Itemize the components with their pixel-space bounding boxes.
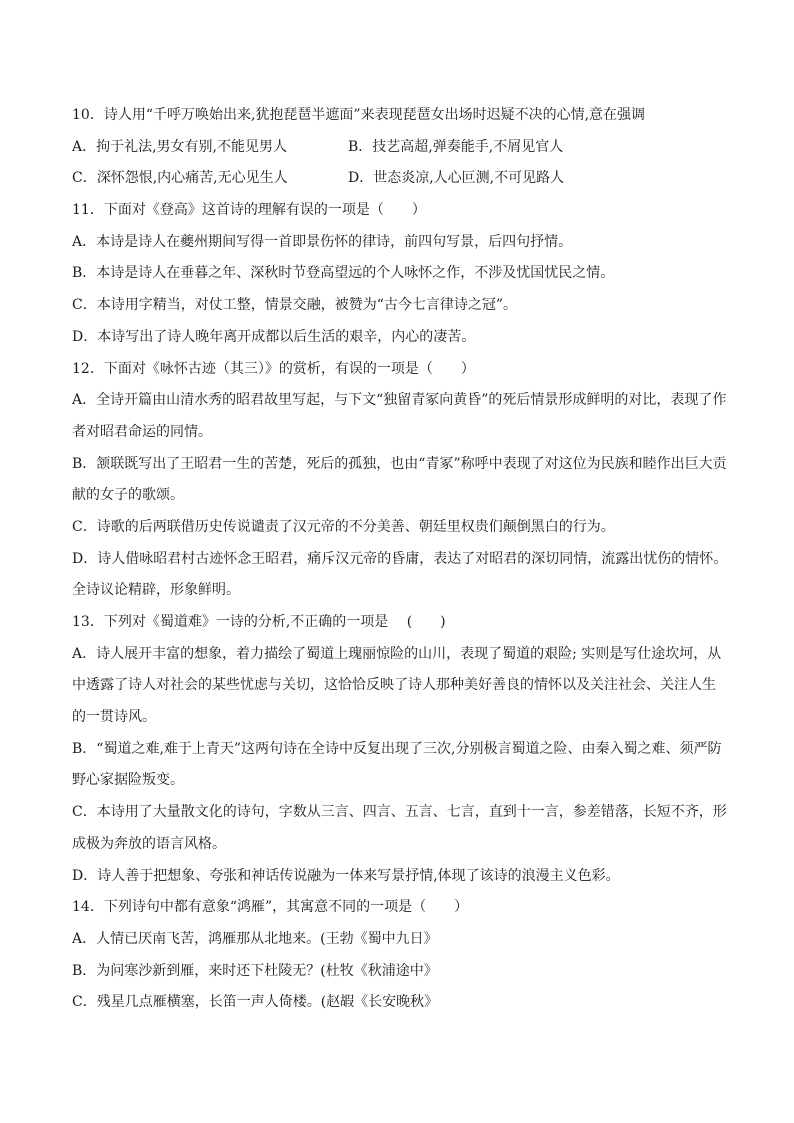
question-10-option-a: A．拘于礼法,男女有别,不能见男人 — [72, 138, 288, 155]
question-12-option-a-line-2: 者对昭君命运的同情。 — [72, 423, 212, 440]
question-10-stem: 10．诗人用“千呼万唤始出来,犹抱琵琶半遮面”来表现琵琶女出场时迟疑不决的心情,意在强调 — [72, 107, 646, 123]
question-14-option-b: B．为问寒沙新到雁，来时还下杜陵无？(杜牧《秋浦途中》 — [72, 962, 438, 979]
question-10-options-row-1 — [72, 132, 732, 164]
question-14-option-c: C．残星几点雁横塞，长笛一声人倚楼。(赵嘏《长安晚秋》 — [72, 994, 439, 1011]
question-10-option-b: B．技艺高超,弹奏能手,不屑见官人 — [348, 138, 564, 155]
question-13-stem: 13．下列对《蜀道难》一诗的分析,不正确的一项是 ( ) — [72, 614, 446, 630]
question-12-option-d-line-2: 全诗议论精辟，形象鲜明。 — [72, 582, 240, 599]
question-14-option-a: A．人情已厌南飞苦，鸿雁那从北地来。(王勃《蜀中九日》 — [72, 930, 438, 947]
question-12-option-b-line-2: 献的女子的歌颂。 — [72, 487, 184, 504]
question-12-option-b-line-1: B．颔联既写出了王昭君一生的苦楚，死后的孤独，也由“青冢”称呼中表现了对这位为民族和睦作出巨大贡 — [72, 455, 727, 472]
question-11-option-d: D．本诗写出了诗人晚年离开成都以后生活的艰辛，内心的凄苦。 — [72, 328, 476, 345]
question-13-option-a-line-2: 中透露了诗人对社会的某些忧虑与关切，这恰恰反映了诗人那种美好善良的情怀以及关注社会、关注人生 — [72, 677, 716, 694]
question-13-option-a-line-1: A．诗人展开丰富的想象，着力描绘了蜀道上瑰丽惊险的山川，表现了蜀道的艰险; 实则是写仕途坎坷，从 — [72, 645, 722, 662]
question-13-option-b-line-2: 野心家据险叛变。 — [72, 772, 184, 789]
exam-page — [72, 100, 732, 1019]
question-12-stem: 12．下面对《咏怀古迹（其三）》的赏析，有误的一项是（ ） — [72, 360, 475, 377]
question-10-option-d: D．世态炎凉,人心叵测,不可见路人 — [348, 170, 565, 187]
question-13-option-c-line-1: C．本诗用了大量散文化的诗句，字数从三言、四言、五言、七言，直到十一言，参差错落，长短不齐，形 — [72, 804, 727, 821]
question-10-options-row-2 — [72, 163, 732, 195]
question-13-option-a-line-3: 的一贯诗风。 — [72, 709, 156, 726]
question-13-option-b-line-1: B．“蜀道之难,难于上青天”这两句诗在全诗中反复出现了三次,分别极言蜀道之险、由秦入蜀之难、须严防 — [72, 740, 722, 757]
question-10-option-c: C．深怀怨恨,内心痛苦,无心见生人 — [72, 170, 288, 187]
question-11-stem: 11．下面对《登高》这首诗的理解有误的一项是（ ） — [72, 202, 426, 219]
question-11-option-b: B．本诗是诗人在垂暮之年、深秋时节登高望远的个人咏怀之作，不涉及忧国忧民之情。 — [72, 265, 615, 282]
question-13-option-d: D．诗人善于把想象、夸张和神话传说融为一体来写景抒情,体现了该诗的浪漫主义色彩。 — [72, 867, 620, 884]
question-11-option-c: C．本诗用字精当，对仗工整，情景交融，被赞为“古今七言律诗之冠”。 — [72, 297, 518, 314]
question-14-stem: 14．下列诗句中都有意象“鸿雁”，其寓意不同的一项是（ ） — [72, 899, 469, 916]
question-13-option-c-line-2: 成极为奔放的语言风格。 — [72, 835, 226, 852]
question-11-option-a: A．本诗是诗人在夔州期间写得一首即景伤怀的律诗，前四句写景，后四句抒情。 — [72, 233, 573, 250]
question-12-option-a-line-1: A．全诗开篇由山清水秀的昭君故里写起，与下文“独留青冢向黄昏”的死后情景形成鲜明的对比，表现了作 — [72, 392, 727, 409]
question-12-option-c: C．诗歌的后两联借历史传说谴责了汉元帝的不分美善、朝廷里权贵们颠倒黑白的行为。 — [72, 518, 615, 535]
question-12-option-d-line-1: D．诗人借咏昭君村古迹怀念王昭君，痛斥汉元帝的昏庸，表达了对昭君的深切同情，流露出忧伤的情怀。 — [72, 550, 728, 567]
